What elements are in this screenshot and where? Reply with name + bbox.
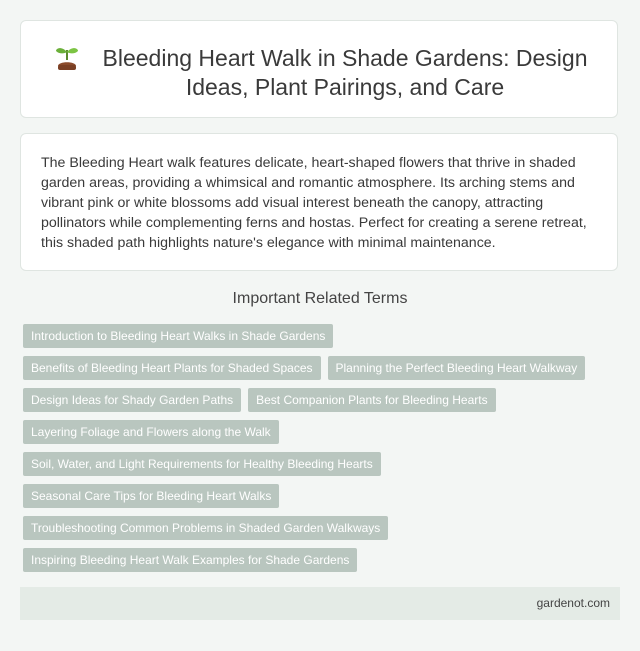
footer-site-link[interactable]: gardenot.com [536,596,610,610]
sprout-icon [54,44,80,74]
related-terms-list [23,324,603,580]
description-text: The Bleeding Heart walk features delicate, heart-shaped flowers that thrive in shaded garden areas, providing a whimsical and romantic atmosphere. Its arching stems and vibrant pink or white blossoms add visual interest beneath the canopy, attracting pollinators while complementing ferns and hostas. Perfect for creating a serene retreat, this shaded path highlights nature's elegance with minimal maintenance. [41,155,587,251]
title-card [20,20,618,118]
related-term-tag[interactable]: Benefits of Bleeding Heart Plants for Shaded Spaces [23,356,321,380]
related-terms-heading: Important Related Terms [232,290,408,307]
related-term-tag[interactable]: Introduction to Bleeding Heart Walks in Shade Gardens [23,324,333,348]
related-term-tag[interactable]: Design Ideas for Shady Garden Paths [23,388,241,412]
related-term-tag[interactable]: Planning the Perfect Bleeding Heart Walkway [328,356,586,380]
related-term-tag[interactable]: Seasonal Care Tips for Bleeding Heart Walks [23,484,279,508]
related-term-tag[interactable]: Troubleshooting Common Problems in Shaded Garden Walkways [23,516,388,540]
related-term-tag[interactable]: Soil, Water, and Light Requirements for Healthy Bleeding Hearts [23,452,381,476]
footer [20,587,620,620]
related-term-tag[interactable]: Best Companion Plants for Bleeding Hearts [248,388,495,412]
related-term-tag[interactable]: Inspiring Bleeding Heart Walk Examples for Shade Gardens [23,548,357,572]
page-title: Bleeding Heart Walk in Shade Gardens: Design Ideas, Plant Pairings, and Care [102,45,588,100]
related-term-tag[interactable]: Layering Foliage and Flowers along the Walk [23,420,279,444]
description-card [20,133,618,271]
